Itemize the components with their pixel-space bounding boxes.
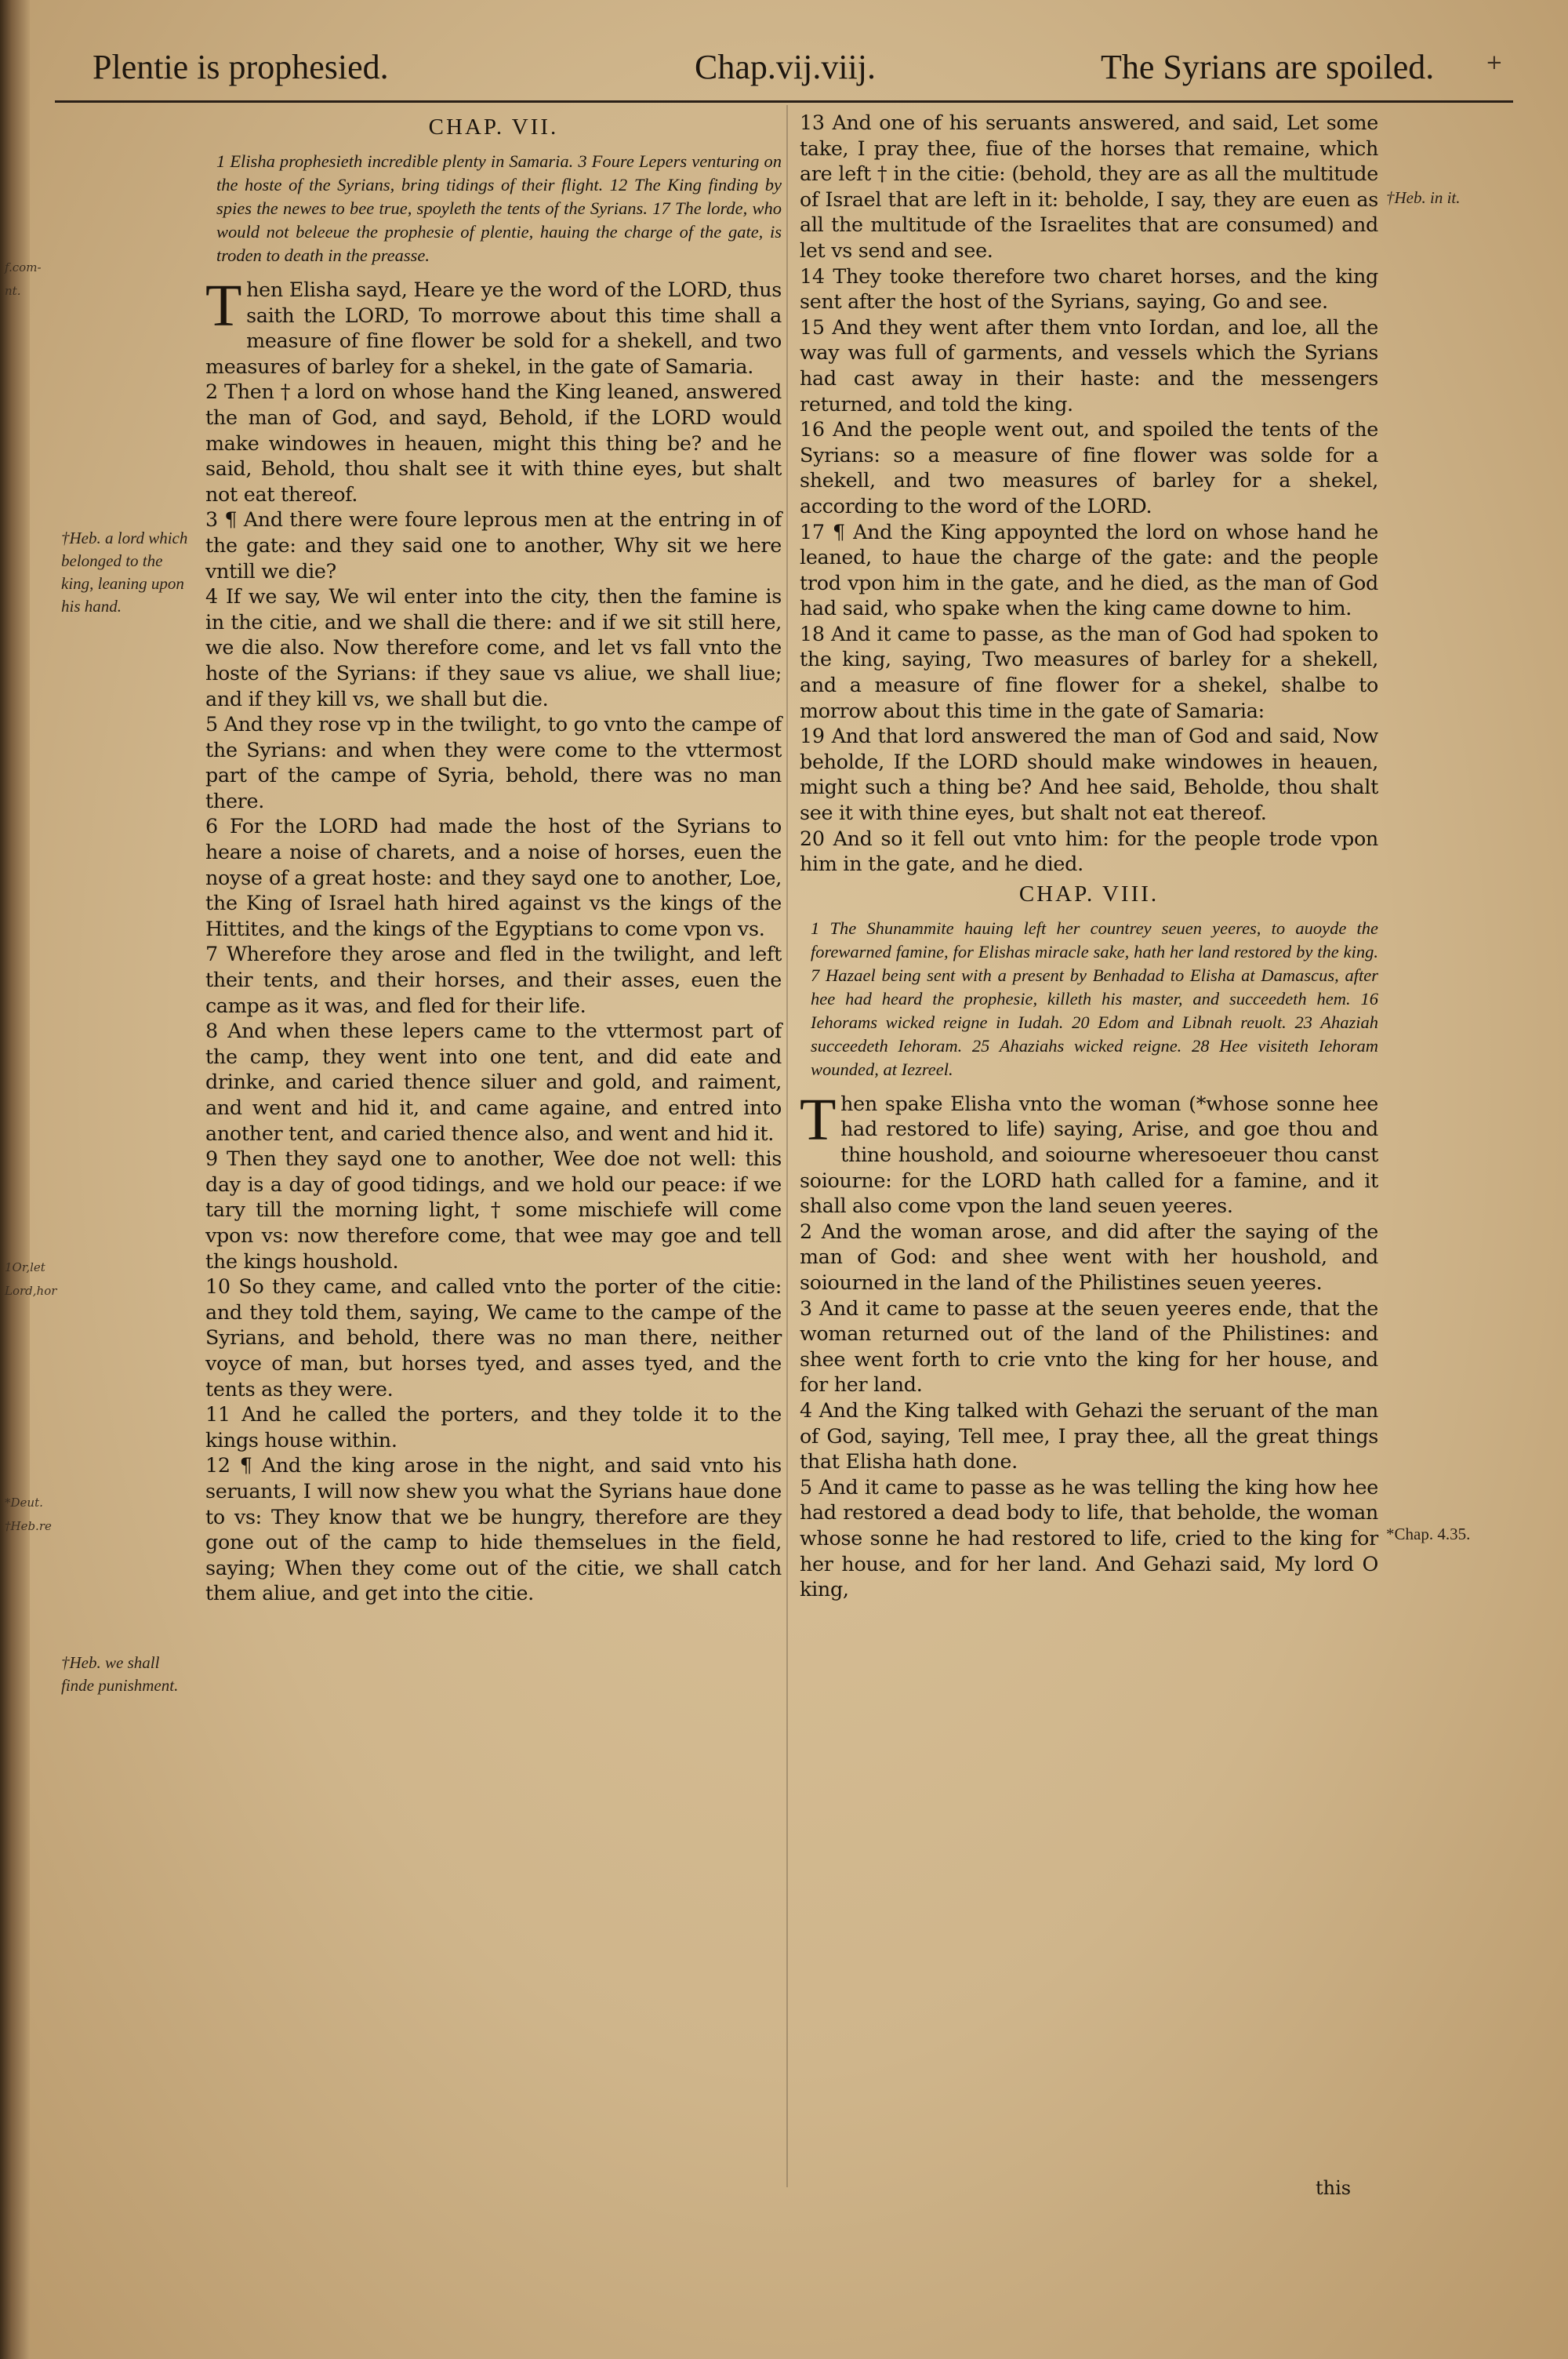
column-divider — [786, 105, 788, 2187]
verse: 5 And they rose vp in the twilight, to go vnto the campe of the Syrians: and when they were come to the vttermost part of the campe of Syria, behold, there was no man there. — [205, 712, 782, 812]
verse: 4 If we say, We wil enter into the city, then the famine is in the citie, and we shall die there: and if we sit still here, we die also. Now therefore come, and let vs fall vnto the hoste of the Syrians: if they saue vs aliue, we shall liue; and if they kill vs, we shall but die. — [205, 584, 782, 711]
verse: 6 For the LORD had made the host of the Syrians to heare a noise of charets, and a noise of horses, euen the noyse of a great hoste: and they sayd one to another, Loe, the King of Israel hath hired against vs the kings of the Hittites, and the kings of the Egyptians to come vpon vs. — [205, 814, 782, 940]
verse: Then Elisha sayd, Heare ye the word of the LORD, thus saith the LORD, To morrowe about this time shall a measure of fine flower be sold for a shekell, and two measures of barley for a shekel, in the gate of Samaria. — [205, 273, 782, 378]
verse: 19 And that lord answered the man of God and said, Now beholde, If the LORD should make windowes in heauen, might such a thing be? And hee said, Beholde, thou shalt see it with thine eyes, but shalt not eat thereof. — [800, 724, 1378, 825]
margin-note-heb-in-it: †Heb. in it. — [1386, 188, 1461, 207]
gutter-fragment: 1Or,let — [5, 1260, 45, 1274]
gutter-fragment: f.com- — [5, 260, 42, 274]
verse: 3 ¶ And there were foure leprous men at the entring in of the gate: and they said one to another, Why sit we here vntill we die? — [205, 507, 782, 583]
margin-note-heb-we-shall: †Heb. we shall finde punishment. — [61, 1653, 179, 1695]
chapter-summary: 1 Elisha prophesieth incredible plenty in Samaria. 3 Foure Lepers venturing on the hoste of the Syrians, bring tidings of their flight. 12 The King finding by spies the newes to bee true, spoyleth the tents of the Syrians. 17 The lorde, who would not beleeue the prophesie of plentie, hauing the charge of the gate, is troden to death in the preasse. — [216, 151, 782, 265]
verse: 13 And one of his seruants answered, and said, Let some take, I pray thee, fiue of the horses that remaine, which are left † in the citie: (behold, they are as all the multitude of Israel that are left in it: beholde, I say, they are euen as all the multitude of the Israelites that are consumed) and let vs send and see. — [800, 111, 1378, 262]
verse: 2 And the woman arose, and did after the saying of the man of God: and shee went with her houshold, and soiourned in the land of the Philistines seuen yeeres. — [800, 1219, 1378, 1294]
gutter-fragment: †Heb.re — [5, 1519, 52, 1533]
verse: 9 Then they sayd one to another, Wee doe not well: this day is a day of good tidings, and we hold our peace: if we tary till the morning light, † some mischiefe will come vpon vs: now therefore come, that wee may goe and tell the kings houshold. — [205, 1147, 782, 1273]
verse: 17 ¶ And the King appoynted the lord on whose hand he leaned, to haue the charge of the gate: and the people trod vpon him in the gate, and he died, as the man of God had said, who spake when the king came downe to him. — [800, 519, 1378, 620]
chapter-summary: 1 The Shunammite hauing left her countrey seuen yeeres, to auoyde the forewarned famine, for Elishas miracle sake, hath her land restored by the king. 7 Hazael being sent with a present by Benhadad to Elisha at Damascus, after hee had heard the prophesie, killeth his master, and succeedeth hem. 16 Iehorams wicked reigne in Iudah. 20 Edom and Libnah reuolt. 23 Ahaziah succeedeth Iehoram. 25 Ahaziahs wicked reigne. 28 Hee visiteth Iehoram wounded, at Iezreel. — [811, 918, 1378, 1079]
margin-note-chap-ref: *Chap. 4.35. — [1386, 1525, 1471, 1543]
verse: 4 And the King talked with Gehazi the seruant of the man of God, saying, Tell mee, I pray thee, all the great things that Elisha hath done. — [800, 1398, 1378, 1474]
gutter-fragment: *Deut. — [5, 1496, 43, 1510]
chapter-heading: CHAP. VIII. — [1018, 881, 1160, 907]
header-ornament: + — [1486, 51, 1503, 75]
verse: 5 And it came to passe as he was telling the king how hee had restored a dead body to life, that beholde, the woman whose sonne he had restored to life, cried to the king for her house, and for her land. And Gehazi said, My lord O king, — [800, 1474, 1378, 1601]
verse: Then spake Elisha vnto the woman (*whose sonne hee had restored to life) saying, Arise, and goe thou and thine houshold, and soiourne wheresoeuer thou canst soiourne: for the LORD hath called for a famine, and it shall also come vpon the land seuen yeeres. — [800, 1086, 1378, 1218]
verse: 10 So they came, and called vnto the porter of the citie: and they told them, saying, We came to the campe of the Syrians, and behold, there was no man there, neither voyce of man, but horses tyed, and asses tyed, and the tents as they were. — [205, 1274, 782, 1401]
gutter-fragment: Lord,hor — [5, 1284, 57, 1298]
catchword: this — [1316, 2177, 1352, 2199]
binding-gutter — [0, 0, 30, 2359]
verse: 3 And it came to passe at the seuen yeeres ende, that the woman returned out of the land of the Philistines: and shee went forth to crie vnto the king for her house, and for her land. — [800, 1296, 1378, 1397]
verse: 20 And so it fell out vnto him: for the people trode vpon him in the gate, and he died. — [800, 826, 1378, 876]
verse: 15 And they went after them vnto Iordan, and loe, all the way was full of garments, and vessels which the Syrians had cast away in their haste: and the messengers returned, and told the king. — [800, 314, 1378, 416]
right-column — [800, 110, 1378, 1602]
running-head-right: The Syrians are spoiled. — [1101, 48, 1435, 86]
gutter-fragment: nt. — [5, 284, 21, 298]
verse: 2 Then † a lord on whose hand the King leaned, answered the man of God, and sayd, Behold, if the LORD would make windowes in heauen, might this thing be? and he said, Behold, thou shalt see it with thine eyes, but shalt not eat thereof. — [205, 380, 782, 506]
drop-cap: T — [205, 273, 242, 339]
left-column — [205, 110, 782, 1606]
verse: 11 And he called the porters, and they tolde it to the kings house within. — [205, 1402, 782, 1452]
running-head-left: Plentie is prophesied. — [93, 48, 389, 86]
chapter-heading: CHAP. VII. — [428, 114, 559, 140]
header-rule — [55, 100, 1513, 103]
verse: 16 And the people went out, and spoiled the tents of the Syrians: so a measure of fine flower was solde for a shekell, and two measures of barley for a shekel, according to the word of the LORD. — [800, 417, 1378, 518]
running-head-center: Chap.vij.viij. — [695, 48, 876, 86]
verse: 8 And when these lepers came to the vttermost part of the camp, they went into one tent, and did eate and drinke, and caried thence siluer and gold, and raiment, and went and hid it, and came againe, and entred into another tent, and caried thence also, and went and hid it. — [205, 1019, 782, 1145]
margin-note-heb-lord: †Heb. a lord which belonged to the king, leaning upon his hand. — [61, 529, 188, 616]
verse: 14 They tooke therefore two charet horses, and the king sent after the host of the Syrians, saying, Go and see. — [800, 264, 1378, 314]
drop-cap: T — [800, 1086, 837, 1153]
verse: 18 And it came to passe, as the man of God had spoken to the king, saying, Two measures of barley for a shekell, and a measure of fine flower for a shekel, shalbe to morrow about this time in the gate of Samaria: — [800, 621, 1378, 722]
verse: 7 Wherefore they arose and fled in the twilight, and left their tents, and their horses, and their asses, euen the campe as it was, and fled for their life. — [205, 942, 782, 1017]
verse: 12 ¶ And the king arose in the night, and said vnto his seruants, I will now shew you what the Syrians haue done to vs: They know that we be hungry, therefore are they gone out of the camp to hide themselues in the field, saying; When they come out of the citie, we shall catch them aliue, and get into the citie. — [205, 1453, 782, 1605]
